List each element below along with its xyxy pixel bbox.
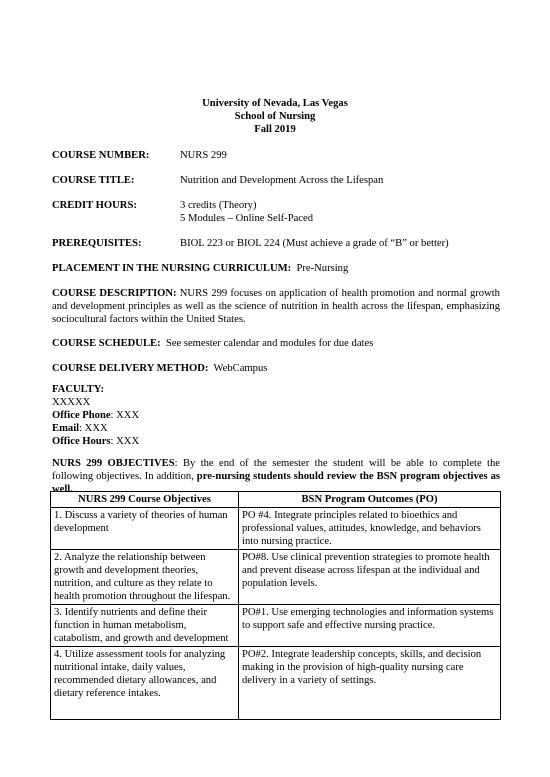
placement-label: PLACEMENT IN THE NURSING CURRICULUM: <box>52 263 292 274</box>
objectives-text: : By the end of the semester the student will be able to complete the following objectives. In addition, <box>52 458 500 482</box>
description-text: NURS 299 focuses on application of health promotion and normal growth and development principles as well as the science of nutrition in health across the lifespan, emphasizing sociocultural factors within the United States. <box>52 288 500 325</box>
course-objective-cell: 2. Analyze the relationship between growth and development theories, nutrition, and culture as they relate to health promotion throughout the lifespan. <box>51 550 239 605</box>
office-phone-label: Office Phone <box>52 410 111 421</box>
table-row <box>51 605 501 647</box>
office-phone-value: : XXX <box>110 410 140 421</box>
program-outcome-cell: PO#2. Integrate leadership concepts, skills, and decision making in the provision of high-quality nursing care delivery in a variety of settings. <box>239 647 501 720</box>
faculty-label: FACULTY: <box>52 384 104 395</box>
course-title-value: Nutrition and Development Across the Lifespan <box>180 175 384 186</box>
schedule-label: COURSE SCHEDULE: <box>52 338 161 349</box>
program-outcomes-header: BSN Program Outcomes (PO) <box>239 492 501 508</box>
faculty-block <box>52 383 500 448</box>
table-row <box>51 550 501 605</box>
prerequisites-value: BIOL 223 or BIOL 224 (Must achieve a grade of “B” or better) <box>180 238 449 249</box>
placement-row <box>52 262 500 275</box>
university-name: University of Nevada, Las Vegas <box>202 98 348 109</box>
course-title-label: COURSE TITLE: <box>52 175 135 186</box>
description-label: COURSE DESCRIPTION: <box>52 288 177 299</box>
course-objective-cell: 4. Utilize assessment tools for analyzing nutritional intake, daily values, recommended dietary allowances, and dietary reference intakes. <box>51 647 239 720</box>
course-number-value: NURS 299 <box>180 150 227 161</box>
course-number-label: COURSE NUMBER: <box>52 150 150 161</box>
delivery-method-row <box>52 362 500 375</box>
semester: Fall 2019 <box>254 124 296 135</box>
email-label: Email <box>52 423 80 434</box>
faculty-name: XXXXX <box>52 397 91 408</box>
schedule-value: See semester calendar and modules for due dates <box>165 338 374 349</box>
email-value: : XXX <box>79 423 108 434</box>
modules-value: 5 Modules – Online Self-Paced <box>180 213 313 224</box>
table-header-row <box>51 492 501 508</box>
program-outcome-cell: PO #4. Integrate principles related to bioethics and professional values, attitudes, knowledge, and behaviors into nursing practice. <box>239 508 501 550</box>
course-objective-cell: 1. Discuss a variety of theories of human development <box>51 508 239 550</box>
prerequisites-label: PREREQUISITES: <box>52 238 142 249</box>
table-row <box>51 647 501 720</box>
delivery-label: COURSE DELIVERY METHOD: <box>52 363 209 374</box>
course-schedule-row <box>52 337 500 350</box>
table-row <box>51 508 501 550</box>
course-objective-cell: 3. Identify nutrients and define their function in human metabolism, catabolism, and growth and development <box>51 605 239 647</box>
objectives-table <box>50 491 501 720</box>
delivery-value: WebCampus <box>213 363 268 374</box>
credit-hours-value: 3 credits (Theory) <box>180 200 257 211</box>
credit-hours-label: CREDIT HOURS: <box>52 200 137 211</box>
objectives-bold-text: pre-nursing students should review the BSN program objectives as well. <box>52 471 500 495</box>
objectives-label: NURS 299 OBJECTIVES <box>52 458 175 469</box>
program-outcome-cell: PO#1. Use emerging technologies and information systems to support safe and effective nursing practice. <box>239 605 501 647</box>
office-hours-label: Office Hours <box>52 436 111 447</box>
placement-value: Pre-Nursing <box>296 263 349 274</box>
document-header <box>0 97 550 136</box>
course-description <box>52 287 500 326</box>
office-hours-value: : XXX <box>110 436 140 447</box>
program-outcome-cell: PO#8. Use clinical prevention strategies to promote health and prevent disease across lifespan at the individual and population levels. <box>239 550 501 605</box>
school-name: School of Nursing <box>234 111 316 122</box>
course-objectives-header: NURS 299 Course Objectives <box>51 492 239 508</box>
